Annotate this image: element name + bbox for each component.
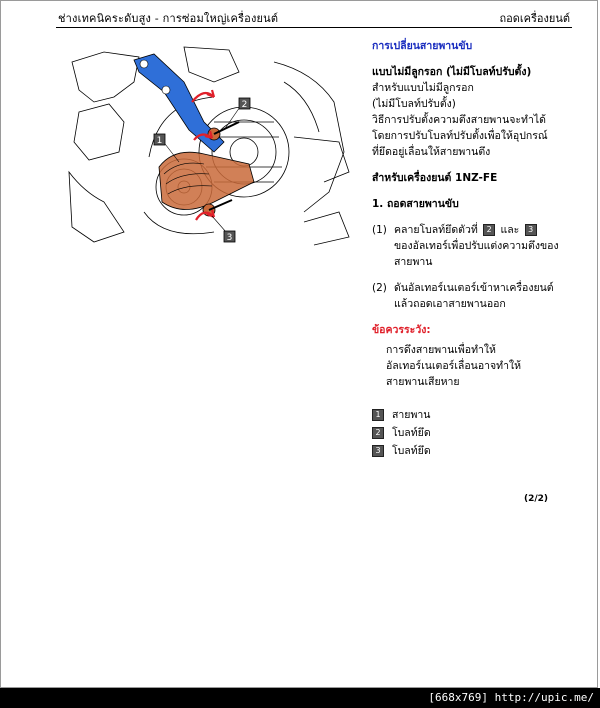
legend-label: โบลท์ยึด bbox=[392, 427, 431, 439]
legend-label: โบลท์ยึด bbox=[392, 445, 431, 457]
substep-1-line-1: คลายโบลท์ยึดตัวที่ 2 และ 3 bbox=[394, 222, 559, 238]
legend-label: สายพาน bbox=[392, 409, 431, 421]
intro-line-1: สำหรับแบบไม่มีลูกรอก bbox=[372, 82, 474, 94]
legend-number-box: 1 bbox=[372, 409, 384, 421]
section-title: การเปลี่ยนสายพานขับ bbox=[372, 40, 473, 52]
legend-item bbox=[372, 406, 582, 424]
inline-callout-3: 3 bbox=[525, 224, 537, 236]
legend-number-box: 2 bbox=[372, 427, 384, 439]
substep-2-line-2: แล้วถอดเอาสายพานออก bbox=[394, 298, 506, 310]
svg-text:1: 1 bbox=[156, 136, 163, 146]
svg-text:3: 3 bbox=[226, 233, 233, 243]
callout-3 bbox=[224, 231, 235, 243]
header-divider bbox=[56, 27, 572, 28]
legend-item bbox=[372, 442, 582, 460]
header-right-title: ถอดเครื่องยนต์ bbox=[499, 12, 570, 25]
intro-line-5: ที่ยึดอยู่เลื่อนให้สายพานตึง bbox=[372, 146, 491, 158]
page-number: (2/2) bbox=[523, 494, 548, 504]
step-1: 1. ถอดสายพานขับ bbox=[372, 198, 459, 210]
callout-1 bbox=[154, 134, 165, 146]
substep-1-line-3: สายพาน bbox=[394, 256, 433, 268]
svg-text:2: 2 bbox=[241, 100, 248, 110]
substep-2 bbox=[372, 280, 582, 312]
intro-line-4: โดยการปรับโบลท์ปรับตั้งเพื่อให้อุปกรณ์ bbox=[372, 130, 548, 142]
footer-link[interactable]: [668x769] http://upic.me/ bbox=[428, 691, 594, 704]
instruction-column bbox=[372, 38, 582, 460]
alternator-belt-illustration bbox=[64, 42, 354, 247]
substep-1 bbox=[372, 222, 582, 270]
engine-heading: สำหรับเครื่องยนต์ 1NZ-FE bbox=[372, 172, 498, 184]
substep-2-number: (2) bbox=[372, 282, 387, 294]
legend-item bbox=[372, 424, 582, 442]
callout-2 bbox=[239, 98, 250, 110]
intro-line-3: วิธีการปรับตั้งความตึงสายพานจะทำได้ bbox=[372, 114, 546, 126]
caution-line-2: อัลเทอร์เนเตอร์เลื่อนอาจทำให้ bbox=[386, 360, 522, 372]
parts-legend bbox=[372, 406, 582, 460]
caution-title: ข้อควรระวัง: bbox=[372, 324, 431, 336]
substep-2-line-1: ดันอัลเทอร์เนเตอร์เข้าหาเครื่องยนต์ bbox=[394, 282, 554, 294]
substep-1-number: (1) bbox=[372, 224, 387, 236]
caution-line-3: สายพานเสียหาย bbox=[386, 376, 460, 388]
caution-line-1: การดึงสายพานเพื่อทำให้ bbox=[386, 344, 496, 356]
substep-1-line-2: ของอัลเทอร์เพื่อปรับแต่งความตึงของ bbox=[394, 240, 559, 252]
image-host-footer bbox=[0, 688, 600, 708]
header-left-title: ช่างเทคนิคระดับสูง - การซ่อมใหญ่เครื่องยนต์ bbox=[58, 12, 279, 25]
subtitle: แบบไม่มีลูกรอก (ไม่มีโบลท์ปรับตั้ง) bbox=[372, 66, 532, 78]
legend-number-box: 3 bbox=[372, 445, 384, 457]
inline-callout-2: 2 bbox=[483, 224, 495, 236]
caution-body bbox=[372, 342, 582, 390]
intro-line-2: (ไม่มีโบลท์ปรับตั้ง) bbox=[372, 98, 456, 110]
